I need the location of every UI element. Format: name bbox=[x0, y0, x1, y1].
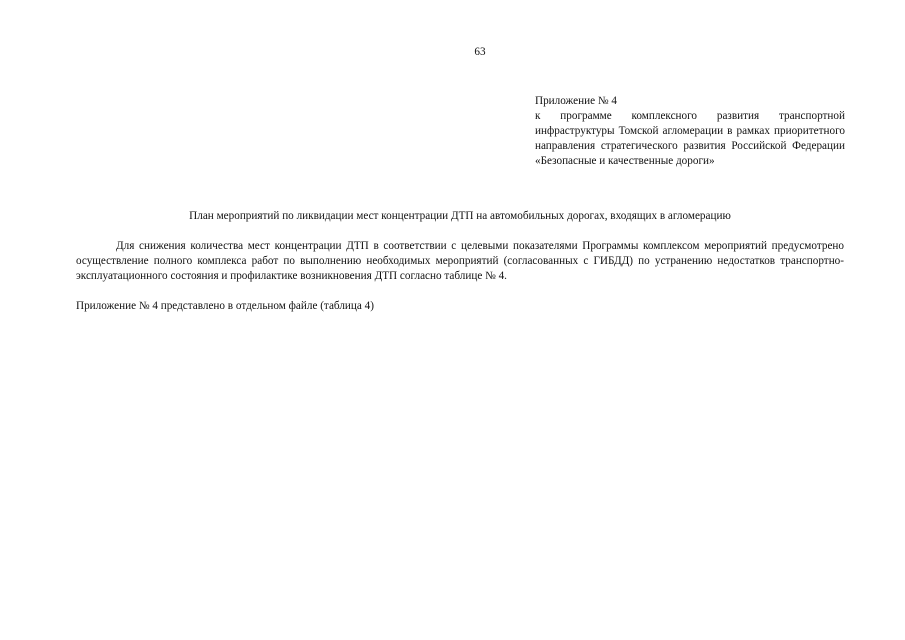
appendix-header bbox=[535, 94, 845, 169]
plan-title: План мероприятий по ликвидации мест концентрации ДТП на автомобильных дорогах, входящих в агломерацию bbox=[189, 210, 731, 222]
separate-file-note: Приложение № 4 представлено в отдельном файле (таблица 4) bbox=[76, 300, 374, 312]
page-number: 63 bbox=[474, 46, 486, 58]
body-paragraph: Для снижения количества мест концентрации ДТП в соответствии с целевыми показателями Программы комплексом мероприятий предусмотрено осуществление полного комплекса работ по выполнению необходимых мероприятий (согласованных с ГИБДД) по устранению недостатков транспортно-эксплуатационного состояния и профилактике возникновения ДТП согласно таблице № 4. bbox=[76, 240, 844, 282]
appendix-title: Приложение № 4 bbox=[535, 95, 617, 107]
appendix-description: к программе комплексного развития транспортной инфраструктуры Томской агломерации в рамках приоритетного направления стратегического развития Российской Федерации «Безопасные и качественные дороги» bbox=[535, 110, 845, 167]
